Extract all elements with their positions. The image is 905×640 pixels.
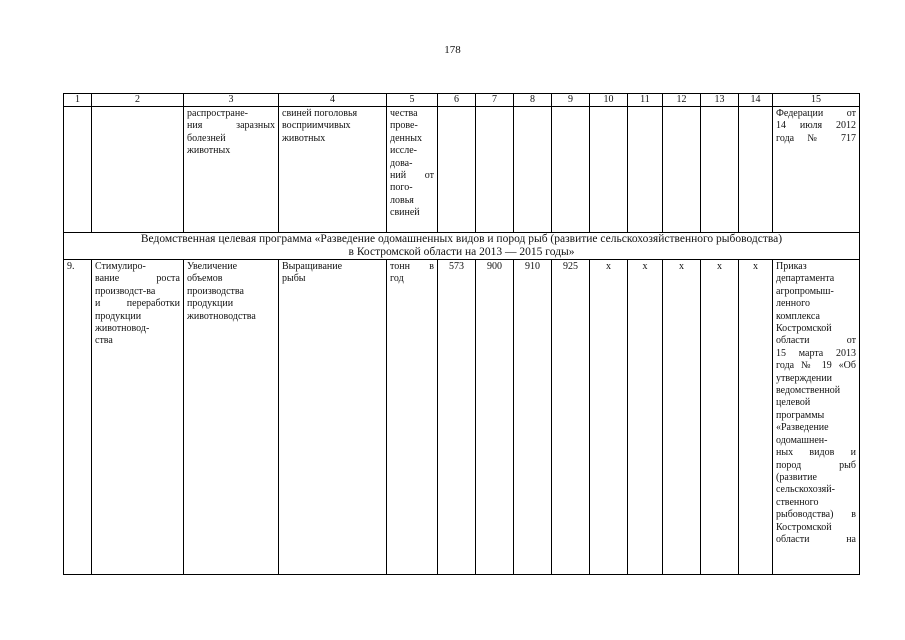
row9-value-13: х: [701, 260, 739, 575]
cont-cell-10: [590, 107, 628, 233]
row9-basis: [773, 260, 860, 575]
section-title-line-2: в Костромской области на 2013 — 2015 годы»: [348, 246, 575, 258]
cell-line: утверждении: [776, 372, 832, 384]
cont-cell-6: [438, 107, 476, 233]
cell-line: год: [390, 273, 404, 285]
cell-line: распростране-: [187, 108, 248, 119]
cell-line: восприимчивых: [282, 120, 351, 132]
cell-line: программы: [776, 409, 825, 421]
cell-line: ства: [95, 335, 113, 347]
header-cell-6: 6: [438, 94, 476, 107]
cell-line: животных: [282, 132, 326, 144]
cont-cell-2: [92, 107, 184, 233]
header-cell-1: 1: [64, 94, 92, 107]
row9-indicator: [279, 260, 387, 575]
cont-cell-7: [476, 107, 514, 233]
cell-line: Костромской: [776, 521, 832, 533]
cell-line: денных: [390, 132, 422, 144]
header-cell-9: 9: [552, 94, 590, 107]
cont-cell-11: [628, 107, 663, 233]
header-cell-2: 2: [92, 94, 184, 107]
cell-line: Костромской: [776, 323, 832, 335]
cont-cell-15: [773, 107, 860, 233]
header-cell-10: 10: [590, 94, 628, 107]
cont-cell-4: [279, 107, 387, 233]
cell-line: ловья: [390, 194, 414, 206]
cell-line: 14 июля 2012: [776, 120, 856, 132]
row9-value-8: 910: [514, 260, 552, 575]
cell-line: Выращивание: [282, 261, 343, 272]
cell-line: ленного: [776, 298, 810, 310]
cont-cell-5: [387, 107, 438, 233]
header-cell-7: 7: [476, 94, 514, 107]
header-cell-15: 15: [773, 94, 860, 107]
row9-value-14: х: [739, 260, 773, 575]
row9-value-6: 573: [438, 260, 476, 575]
page-number: 178: [444, 44, 461, 56]
cell-line: области от: [776, 335, 856, 347]
cell-line: «Разведение: [776, 422, 829, 434]
row9-value-11: х: [628, 260, 663, 575]
cell-line: ния заразных: [187, 120, 275, 132]
cell-line: продукции: [187, 298, 234, 310]
cell-line: Увеличение: [187, 261, 238, 272]
cell-line: Приказ: [776, 261, 807, 272]
row9-number: 9.: [64, 260, 92, 575]
data-table: [63, 93, 860, 575]
cell-line: Стимулиро-: [95, 261, 146, 272]
cell-line: ведомственной: [776, 385, 841, 397]
cont-cell-1: [64, 107, 92, 233]
cell-line: объемов: [187, 273, 223, 285]
cell-line: дова-: [390, 157, 413, 169]
cont-cell-13: [701, 107, 739, 233]
header-cell-11: 11: [628, 94, 663, 107]
row9-value-7: 900: [476, 260, 514, 575]
section-title-line-1: Ведомственная целевая программа «Разведение одомашненных видов и пород рыб (развитие сельскохозяйственного рыбоводства): [140, 233, 783, 245]
header-cell-13: 13: [701, 94, 739, 107]
cell-line: тонн в: [390, 261, 434, 272]
header-cell-3: 3: [184, 94, 279, 107]
cell-line: пород рыб: [776, 459, 856, 471]
cell-line: Федерации от: [776, 108, 856, 119]
cell-line: животноводства: [187, 310, 256, 322]
row9-value-10: х: [590, 260, 628, 575]
cell-line: производст-ва: [95, 285, 156, 297]
cell-line: 15 марта 2013: [776, 347, 856, 359]
cell-line: свиней: [390, 207, 420, 219]
cell-line: комплекса: [776, 310, 820, 322]
cell-line: животных: [187, 145, 231, 157]
table-row: [64, 260, 860, 575]
header-cell-4: 4: [279, 94, 387, 107]
cell-line: прове-: [390, 120, 418, 132]
cell-line: года № 19 «Об: [776, 360, 856, 372]
cell-line: ных видов и: [776, 447, 856, 459]
cont-cell-3: [184, 107, 279, 233]
cell-line: (развитие: [776, 471, 817, 483]
cell-line: вание роста: [95, 273, 180, 285]
cell-line: департамента: [776, 273, 835, 285]
cell-line: области на: [776, 533, 856, 545]
cell-line: производства: [187, 285, 244, 297]
row9-value-9: 925: [552, 260, 590, 575]
cont-cell-9: [552, 107, 590, 233]
row9-unit: [387, 260, 438, 575]
cell-line: рыбы: [282, 273, 306, 285]
continuation-row: [64, 107, 860, 233]
row9-measure: [92, 260, 184, 575]
cell-line: болезней: [187, 132, 226, 144]
cell-line: ний от: [390, 170, 434, 182]
cell-line: рыбоводства) в: [776, 509, 856, 521]
cell-line: продукции: [95, 310, 142, 322]
cell-line: иссле-: [390, 145, 417, 157]
cont-cell-14: [739, 107, 773, 233]
cell-line: целевой: [776, 397, 811, 409]
header-cell-14: 14: [739, 94, 773, 107]
row9-goal: [184, 260, 279, 575]
cell-line: животновод-: [95, 323, 150, 335]
cell-line: агропромыш-: [776, 285, 834, 297]
cell-line: ственного: [776, 496, 819, 508]
cell-line: сельскохозяй-: [776, 484, 835, 496]
section-title: [64, 233, 860, 260]
cell-line: пого-: [390, 182, 413, 194]
cell-line: и переработки: [95, 298, 180, 310]
header-cell-5: 5: [387, 94, 438, 107]
cell-line: одомашнен-: [776, 434, 828, 446]
header-row: [64, 94, 860, 107]
cont-cell-8: [514, 107, 552, 233]
row9-value-12: х: [663, 260, 701, 575]
section-row: [64, 233, 860, 260]
header-cell-12: 12: [663, 94, 701, 107]
cell-line: чества: [390, 108, 418, 119]
header-cell-8: 8: [514, 94, 552, 107]
cont-cell-12: [663, 107, 701, 233]
cell-line: свиней поголовья: [282, 108, 358, 119]
cell-line: года № 717: [776, 132, 856, 144]
